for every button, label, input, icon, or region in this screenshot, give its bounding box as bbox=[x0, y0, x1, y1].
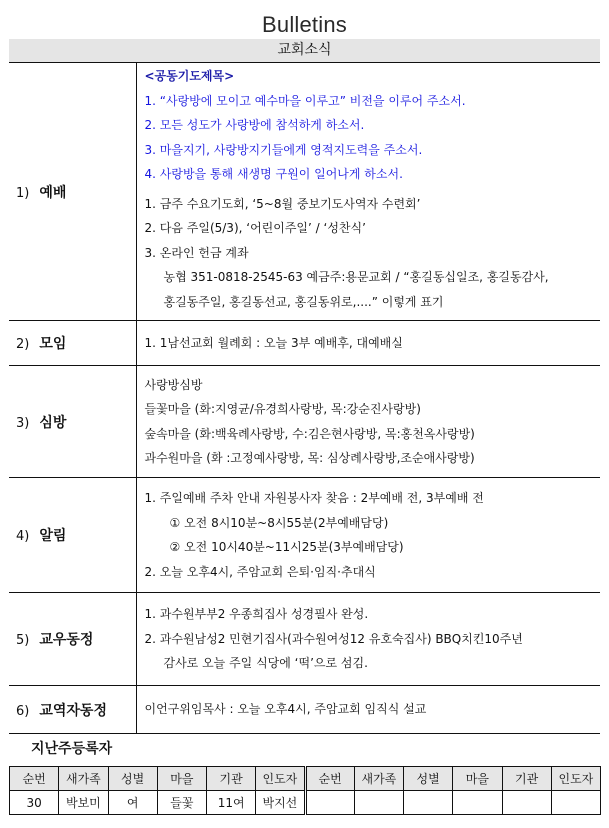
section-content bbox=[136, 593, 600, 686]
section-row-member-news bbox=[9, 593, 600, 686]
column-header: 순번 bbox=[10, 767, 59, 791]
table-cell bbox=[354, 791, 403, 815]
table-cell: 박지선 bbox=[256, 791, 305, 815]
table-cell bbox=[453, 791, 502, 815]
section-name: 교우동정 bbox=[39, 632, 94, 648]
notice-item: 2. 다음 주일(5/3), ‘어린이주일’ / ‘성찬식’ bbox=[144, 221, 366, 235]
section-label bbox=[9, 321, 136, 366]
column-header: 기관 bbox=[207, 767, 256, 791]
table-cell bbox=[404, 791, 453, 815]
section-number: 1) bbox=[16, 185, 30, 201]
content-line: 2. 과수원남성2 민현기집사(과수원여성12 유호숙집사) BBQ치킨10주년 bbox=[144, 631, 523, 646]
section-content bbox=[136, 686, 600, 734]
section-name: 심방 bbox=[39, 414, 67, 431]
registration-table bbox=[9, 766, 601, 815]
notice-item: 3. 온라인 헌금 계좌 bbox=[144, 245, 249, 260]
prayer-item: 4. 사랑방을 통해 새생명 구원이 일어나게 하소서. bbox=[144, 167, 403, 181]
prayer-heading: <공동기도제목> bbox=[144, 69, 235, 83]
column-header: 마을 bbox=[157, 767, 206, 791]
registration-title: 지난주등록자 bbox=[31, 741, 113, 757]
section-row-visitation bbox=[9, 366, 600, 478]
prayer-item: 1. “사랑방에 모이고 예수마을 이루고” 비전을 이루어 주소서. bbox=[144, 93, 466, 108]
section-row-meeting bbox=[9, 321, 600, 366]
prayer-item: 3. 마을지기, 사랑방지기들에게 영적지도력을 주소서. bbox=[144, 142, 423, 157]
section-header-church-news: 교회소식 bbox=[9, 39, 600, 62]
column-header: 인도자 bbox=[256, 767, 305, 791]
table-cell bbox=[305, 791, 354, 815]
content-line: 과수원마을 (화 :고정예사랑방, 목: 심상례사랑방,조순애사랑방) bbox=[144, 451, 475, 465]
section-content bbox=[136, 321, 600, 366]
content-line: 1. 1남선교회 월례회 : 오늘 3부 예배후, 대예배실 bbox=[144, 335, 403, 350]
section-content bbox=[136, 478, 600, 593]
content-line: 이언구위임목사 : 오늘 오후4시, 주암교회 임직식 설교 bbox=[144, 702, 427, 717]
section-row-announcements bbox=[9, 478, 600, 593]
content-line: ① 오전 8시10분~8시55분(2부예배담당) bbox=[169, 515, 389, 530]
table-cell bbox=[551, 791, 600, 815]
table-cell: 30 bbox=[10, 791, 59, 815]
column-header: 성별 bbox=[108, 767, 157, 791]
table-cell bbox=[502, 791, 551, 815]
section-number: 2) bbox=[16, 337, 30, 352]
content-line: 1. 주일예배 주차 안내 자원봉사자 찾음 : 2부예배 전, 3부예배 전 bbox=[144, 491, 484, 505]
section-number: 5) bbox=[16, 633, 30, 648]
section-label bbox=[9, 686, 136, 734]
section-row-worship bbox=[9, 63, 600, 321]
section-name: 모임 bbox=[39, 336, 67, 352]
table-cell: 들꽃 bbox=[157, 791, 206, 815]
content-line: 2. 오늘 오후4시, 주암교회 은퇴·임직·추대식 bbox=[144, 564, 376, 579]
table-cell: 여 bbox=[108, 791, 157, 815]
church-news-table bbox=[9, 62, 600, 734]
section-label bbox=[9, 366, 136, 478]
page-title: Bulletins bbox=[262, 12, 347, 37]
content-line: 감사로 오늘 주일 식당에 ‘떡’으로 섬김. bbox=[163, 656, 368, 671]
content-line: ② 오전 10시40분~11시25분(3부예배담당) bbox=[169, 540, 404, 554]
section-label bbox=[9, 478, 136, 593]
column-header: 순번 bbox=[305, 767, 354, 791]
prayer-item: 2. 모든 성도가 사랑방에 참석하게 하소서. bbox=[144, 118, 365, 132]
section-number: 3) bbox=[16, 415, 30, 431]
column-header: 새가족 bbox=[59, 767, 108, 791]
section-row-pastor-news bbox=[9, 686, 600, 734]
column-header: 마을 bbox=[453, 767, 502, 791]
column-header: 인도자 bbox=[551, 767, 600, 791]
account-line: 홍길동주일, 홍길동선교, 홍길동위로,....” 이렇게 표기 bbox=[163, 294, 444, 309]
table-row bbox=[10, 791, 601, 815]
section-content bbox=[136, 63, 600, 321]
column-header: 성별 bbox=[404, 767, 453, 791]
section-number: 6) bbox=[16, 703, 30, 719]
table-cell: 11여 bbox=[207, 791, 256, 815]
content-line: 1. 과수원부부2 우종희집사 성경필사 완성. bbox=[144, 607, 369, 622]
section-name: 예배 bbox=[39, 184, 67, 201]
section-name: 교역자동정 bbox=[39, 702, 107, 719]
account-line: 농협 351-0818-2545-63 예금주:용문교회 / “홍길동십일조, 홍길동감사, bbox=[163, 270, 549, 284]
section-content bbox=[136, 366, 600, 478]
column-header: 새가족 bbox=[354, 767, 403, 791]
section-number: 4) bbox=[16, 529, 30, 544]
column-header: 기관 bbox=[502, 767, 551, 791]
content-line: 사랑방심방 bbox=[144, 377, 203, 392]
content-line: 들꽃마을 (화:지영균/유경희사랑방, 목:강순진사랑방) bbox=[144, 402, 421, 416]
section-label bbox=[9, 593, 136, 686]
content-line: 숲속마을 (화:백육례사랑방, 수:김은현사랑방, 목:홍천옥사랑방) bbox=[144, 426, 475, 441]
section-label bbox=[9, 63, 136, 321]
section-name: 알림 bbox=[39, 528, 67, 544]
registration-header-row bbox=[10, 767, 601, 791]
notice-item: 1. 금주 수요기도회, ‘5~8월 중보기도사역자 수련회’ bbox=[144, 196, 421, 211]
table-cell: 박보미 bbox=[59, 791, 108, 815]
